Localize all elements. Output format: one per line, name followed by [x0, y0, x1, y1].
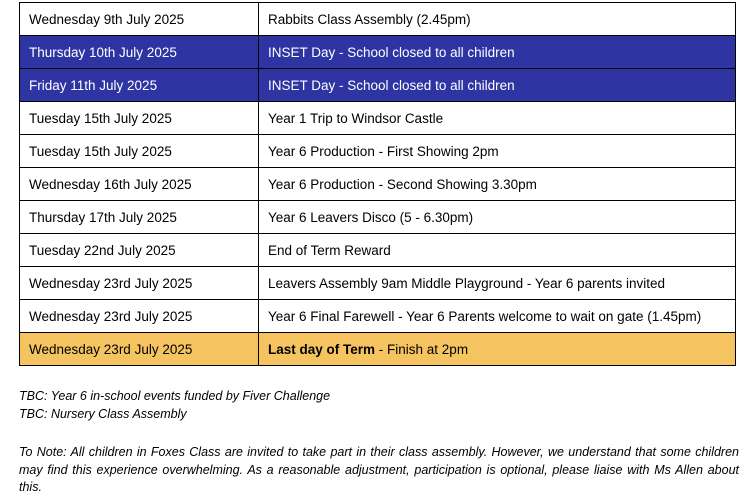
table-row [20, 201, 736, 234]
event-description: Year 6 Production - Second Showing 3.30pm [259, 168, 736, 201]
event-description: INSET Day - School closed to all children [259, 69, 736, 102]
event-description: Year 6 Final Farewell - Year 6 Parents welcome to wait on gate (1.45pm) [259, 300, 736, 333]
event-description: Year 6 Leavers Disco (5 - 6.30pm) [259, 201, 736, 234]
event-date: Tuesday 15th July 2025 [20, 102, 259, 135]
events-table [19, 2, 736, 366]
table-row [20, 267, 736, 300]
event-description: End of Term Reward [259, 234, 736, 267]
note-text: To Note: All children in Foxes Class are invited to take part in their class assembly. However, we understand that some children may find this experience overwhelming. As a reasonable adjustment, participation is optional, please liaise with Ms Allen about this. [19, 445, 739, 494]
event-date: Wednesday 9th July 2025 [20, 3, 259, 36]
last-day-detail: - Finish at 2pm [375, 341, 469, 357]
events-table-body [20, 3, 736, 366]
event-date: Wednesday 16th July 2025 [20, 168, 259, 201]
table-row [20, 168, 736, 201]
tbc-notes [19, 388, 739, 423]
event-date: Thursday 10th July 2025 [20, 36, 259, 69]
table-row [20, 36, 736, 69]
event-description: Year 6 Production - First Showing 2pm [259, 135, 736, 168]
table-row [20, 3, 736, 36]
event-date: Wednesday 23rd July 2025 [20, 267, 259, 300]
last-day-label: Last day of Term [268, 341, 376, 357]
event-description: INSET Day - School closed to all children [259, 36, 736, 69]
event-description: Year 1 Trip to Windsor Castle [259, 102, 736, 135]
table-row-last-day [20, 333, 736, 366]
event-date: Tuesday 15th July 2025 [20, 135, 259, 168]
to-note-paragraph [19, 444, 739, 497]
table-row [20, 102, 736, 135]
table-row [20, 234, 736, 267]
event-description: Leavers Assembly 9am Middle Playground - Year 6 parents invited [259, 267, 736, 300]
table-row [20, 135, 736, 168]
event-date: Wednesday 23rd July 2025 [20, 333, 259, 366]
event-date: Thursday 17th July 2025 [20, 201, 259, 234]
table-row [20, 300, 736, 333]
event-date: Wednesday 23rd July 2025 [20, 300, 259, 333]
event-date: Friday 11th July 2025 [20, 69, 259, 102]
event-description [259, 333, 736, 366]
tbc-note: TBC: Nursery Class Assembly [19, 406, 187, 421]
table-row [20, 69, 736, 102]
tbc-note: TBC: Year 6 in-school events funded by Fiver Challenge [19, 389, 331, 403]
event-date: Tuesday 22nd July 2025 [20, 234, 259, 267]
event-description: Rabbits Class Assembly (2.45pm) [259, 3, 736, 36]
